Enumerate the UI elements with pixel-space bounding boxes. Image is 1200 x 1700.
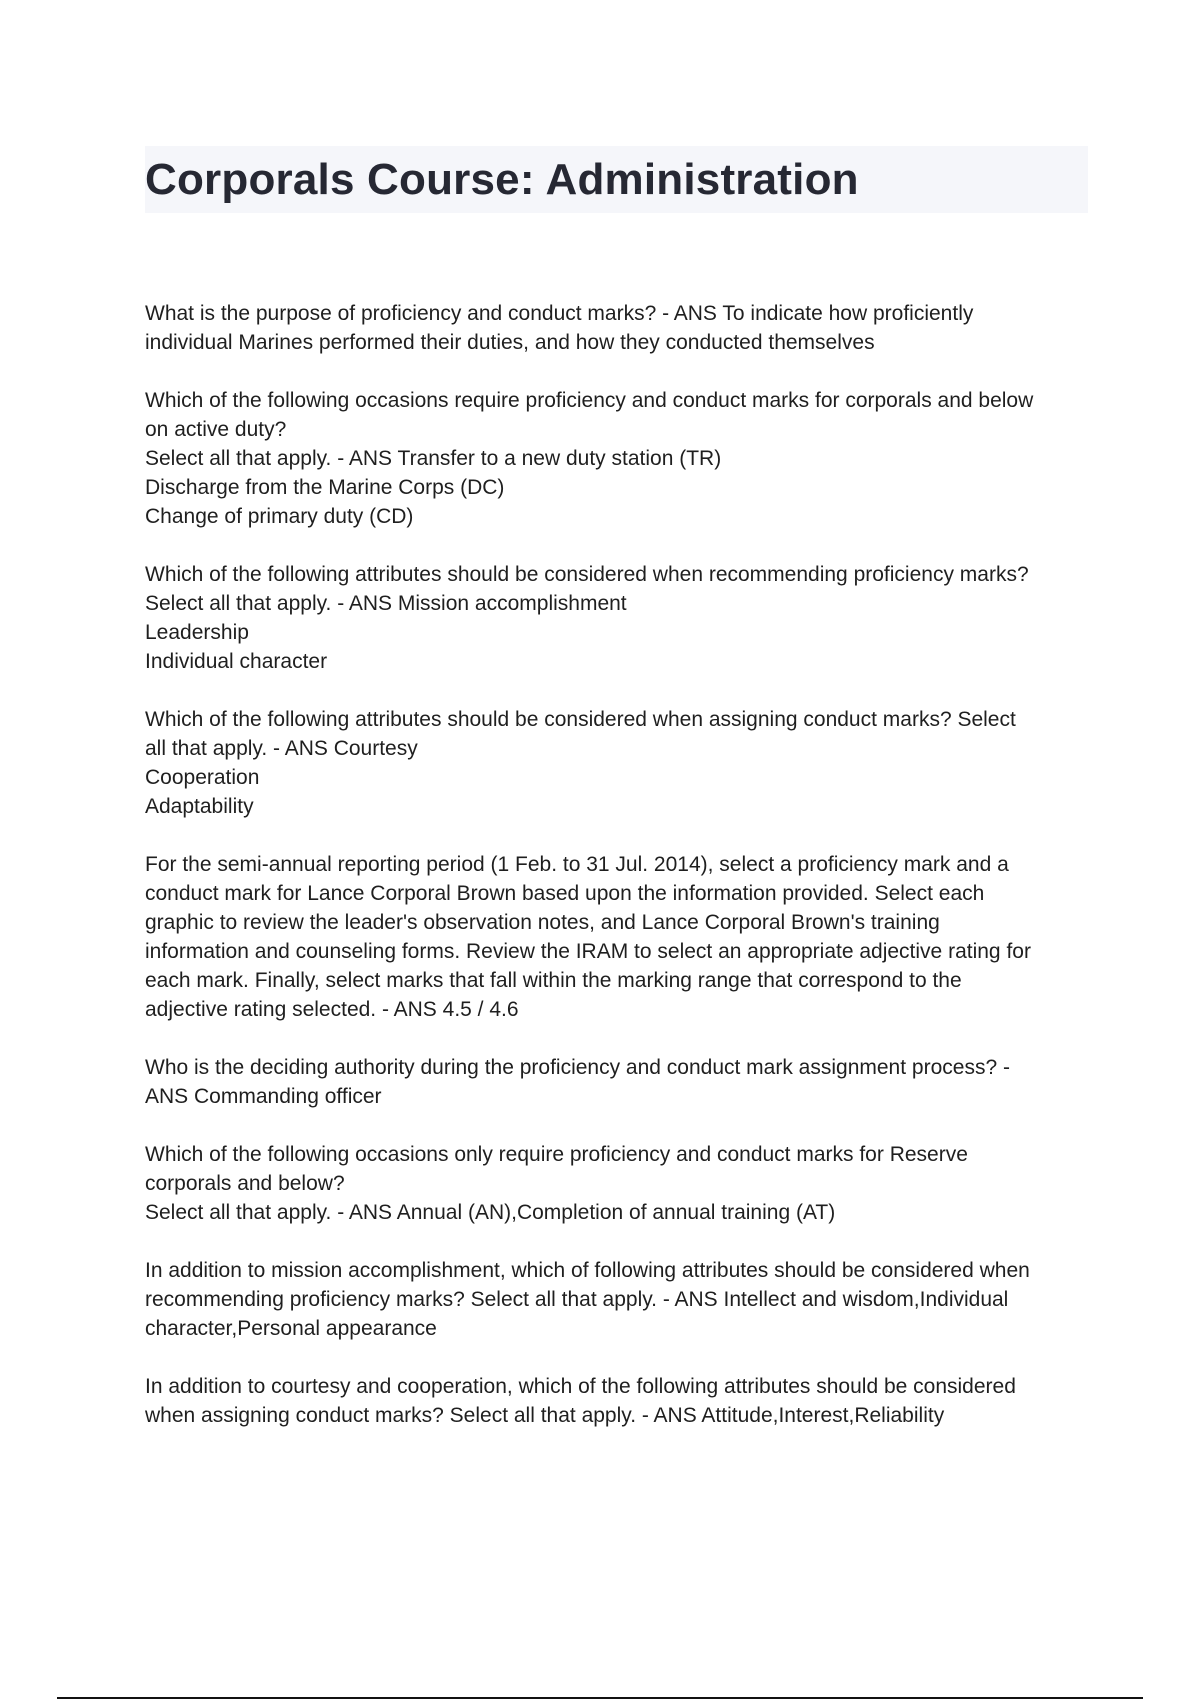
qa-line: Cooperation [145, 766, 260, 789]
qa-line: Select all that apply. - ANS Transfer to a new duty station (TR) [145, 447, 722, 470]
qa-item [145, 1140, 1095, 1227]
qa-line: ANS Commanding officer [145, 1085, 382, 1108]
qa-line: recommending proficiency marks? Select all that apply. - ANS Intellect and wisdom,Individual [145, 1288, 1009, 1311]
qa-line: Leadership [145, 621, 249, 644]
qa-item [145, 850, 1095, 1024]
qa-line: information and counseling forms. Review the IRAM to select an appropriate adjective rating for [145, 940, 1031, 963]
qa-line: Select all that apply. - ANS Annual (AN),Completion of annual training (AT) [145, 1201, 836, 1224]
qa-line: Change of primary duty (CD) [145, 505, 414, 528]
qa-line: Select all that apply. - ANS Mission accomplishment [145, 592, 627, 615]
qa-item [145, 386, 1095, 531]
qa-line: corporals and below? [145, 1172, 345, 1195]
qa-line: on active duty? [145, 418, 287, 441]
qa-line: Which of the following occasions only require proficiency and conduct marks for Reserve [145, 1143, 968, 1166]
qa-item [145, 1053, 1095, 1111]
qa-item [145, 299, 1095, 357]
qa-line: each mark. Finally, select marks that fall within the marking range that correspond to the [145, 969, 962, 992]
qa-line: Which of the following occasions require proficiency and conduct marks for corporals and below [145, 389, 1034, 412]
qa-line: Adaptability [145, 795, 254, 818]
qa-line: conduct mark for Lance Corporal Brown based upon the information provided. Select each [145, 882, 985, 905]
qa-line: graphic to review the leader's observation notes, and Lance Corporal Brown's training [145, 911, 940, 934]
qa-line: adjective rating selected. - ANS 4.5 / 4.6 [145, 998, 519, 1021]
qa-list [145, 299, 1095, 1459]
qa-line: Which of the following attributes should be considered when assigning conduct marks? Select [145, 708, 1016, 731]
qa-line: individual Marines performed their duties, and how they conducted themselves [145, 331, 875, 354]
qa-line: Discharge from the Marine Corps (DC) [145, 476, 505, 499]
qa-line: In addition to mission accomplishment, which of following attributes should be considered when [145, 1259, 1030, 1282]
qa-item [145, 705, 1095, 821]
qa-item [145, 1256, 1095, 1343]
qa-line: all that apply. - ANS Courtesy [145, 737, 418, 760]
qa-line: Which of the following attributes should be considered when recommending proficiency marks? [145, 563, 1029, 586]
qa-line: when assigning conduct marks? Select all that apply. - ANS Attitude,Interest,Reliability [145, 1404, 945, 1427]
qa-item [145, 560, 1095, 676]
qa-line: In addition to courtesy and cooperation, which of the following attributes should be considered [145, 1375, 1016, 1398]
qa-line: character,Personal appearance [145, 1317, 437, 1340]
qa-line: Who is the deciding authority during the proficiency and conduct mark assignment process? - [145, 1056, 1010, 1079]
qa-line: For the semi-annual reporting period (1 Feb. to 31 Jul. 2014), select a proficiency mark and a [145, 853, 1009, 876]
qa-line: Individual character [145, 650, 328, 673]
qa-line: What is the purpose of proficiency and conduct marks? - ANS To indicate how proficiently [145, 302, 974, 325]
qa-item [145, 1372, 1095, 1430]
document-title: Corporals Course: Administration [145, 155, 859, 204]
footer-divider [57, 1697, 1143, 1699]
